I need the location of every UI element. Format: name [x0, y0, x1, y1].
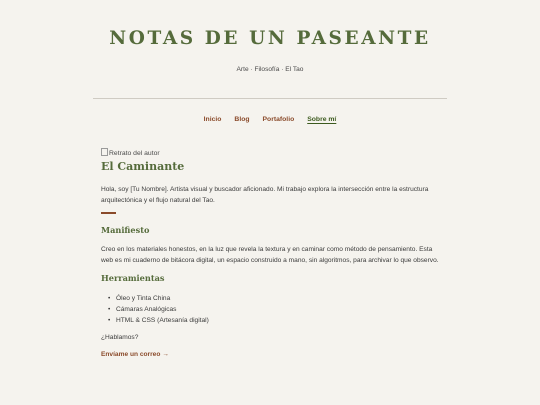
list-item: • HTML & CSS (Artesanía digital): [110, 316, 209, 327]
page-heading: El Caminante: [101, 160, 185, 173]
main-nav: [0, 116, 540, 123]
broken-image-icon: [101, 148, 108, 156]
manifesto-paragraph: Creo en los materiales honestos, en la luz que revela la textura y en caminar como método de pensamiento. Esta web es mi cuaderno de bitácora digital, un espacio construido a mano, sin algoritmos, para archivar lo que observo.: [101, 246, 439, 264]
nav-item-blog[interactable]: Blog: [234, 116, 250, 123]
author-portrait: [101, 149, 160, 157]
tools-list: [110, 294, 209, 326]
site-tagline: Arte · Filosofía · El Tao: [236, 66, 304, 73]
header-divider: [93, 98, 447, 99]
manifesto-heading: Manifiesto: [101, 225, 150, 235]
nav-item-portafolio[interactable]: Portafolio: [262, 116, 295, 123]
accent-divider: [101, 212, 116, 214]
intro-paragraph: Hola, soy [Tu Nombre]. Artista visual y buscador aficionado. Mi trabajo explora la intersección entre la estructura arquitectónica y el flujo natural del Tao.: [101, 186, 429, 204]
portrait-alt-text: Retrato del autor: [109, 149, 160, 157]
list-item: • Cámaras Analógicas: [110, 305, 209, 316]
nav-item-sobre-mi[interactable]: Sobre mí: [307, 116, 337, 123]
site-title[interactable]: NOTAS DE UN PASEANTE: [109, 28, 431, 49]
nav-item-inicio[interactable]: Inicio: [203, 116, 222, 123]
contact-question: ¿Hablamos?: [101, 334, 139, 341]
email-link[interactable]: Envíame un correo →: [101, 351, 169, 358]
list-item: • Óleo y Tinta China: [110, 294, 209, 305]
tools-heading: Herramientas: [101, 273, 165, 283]
